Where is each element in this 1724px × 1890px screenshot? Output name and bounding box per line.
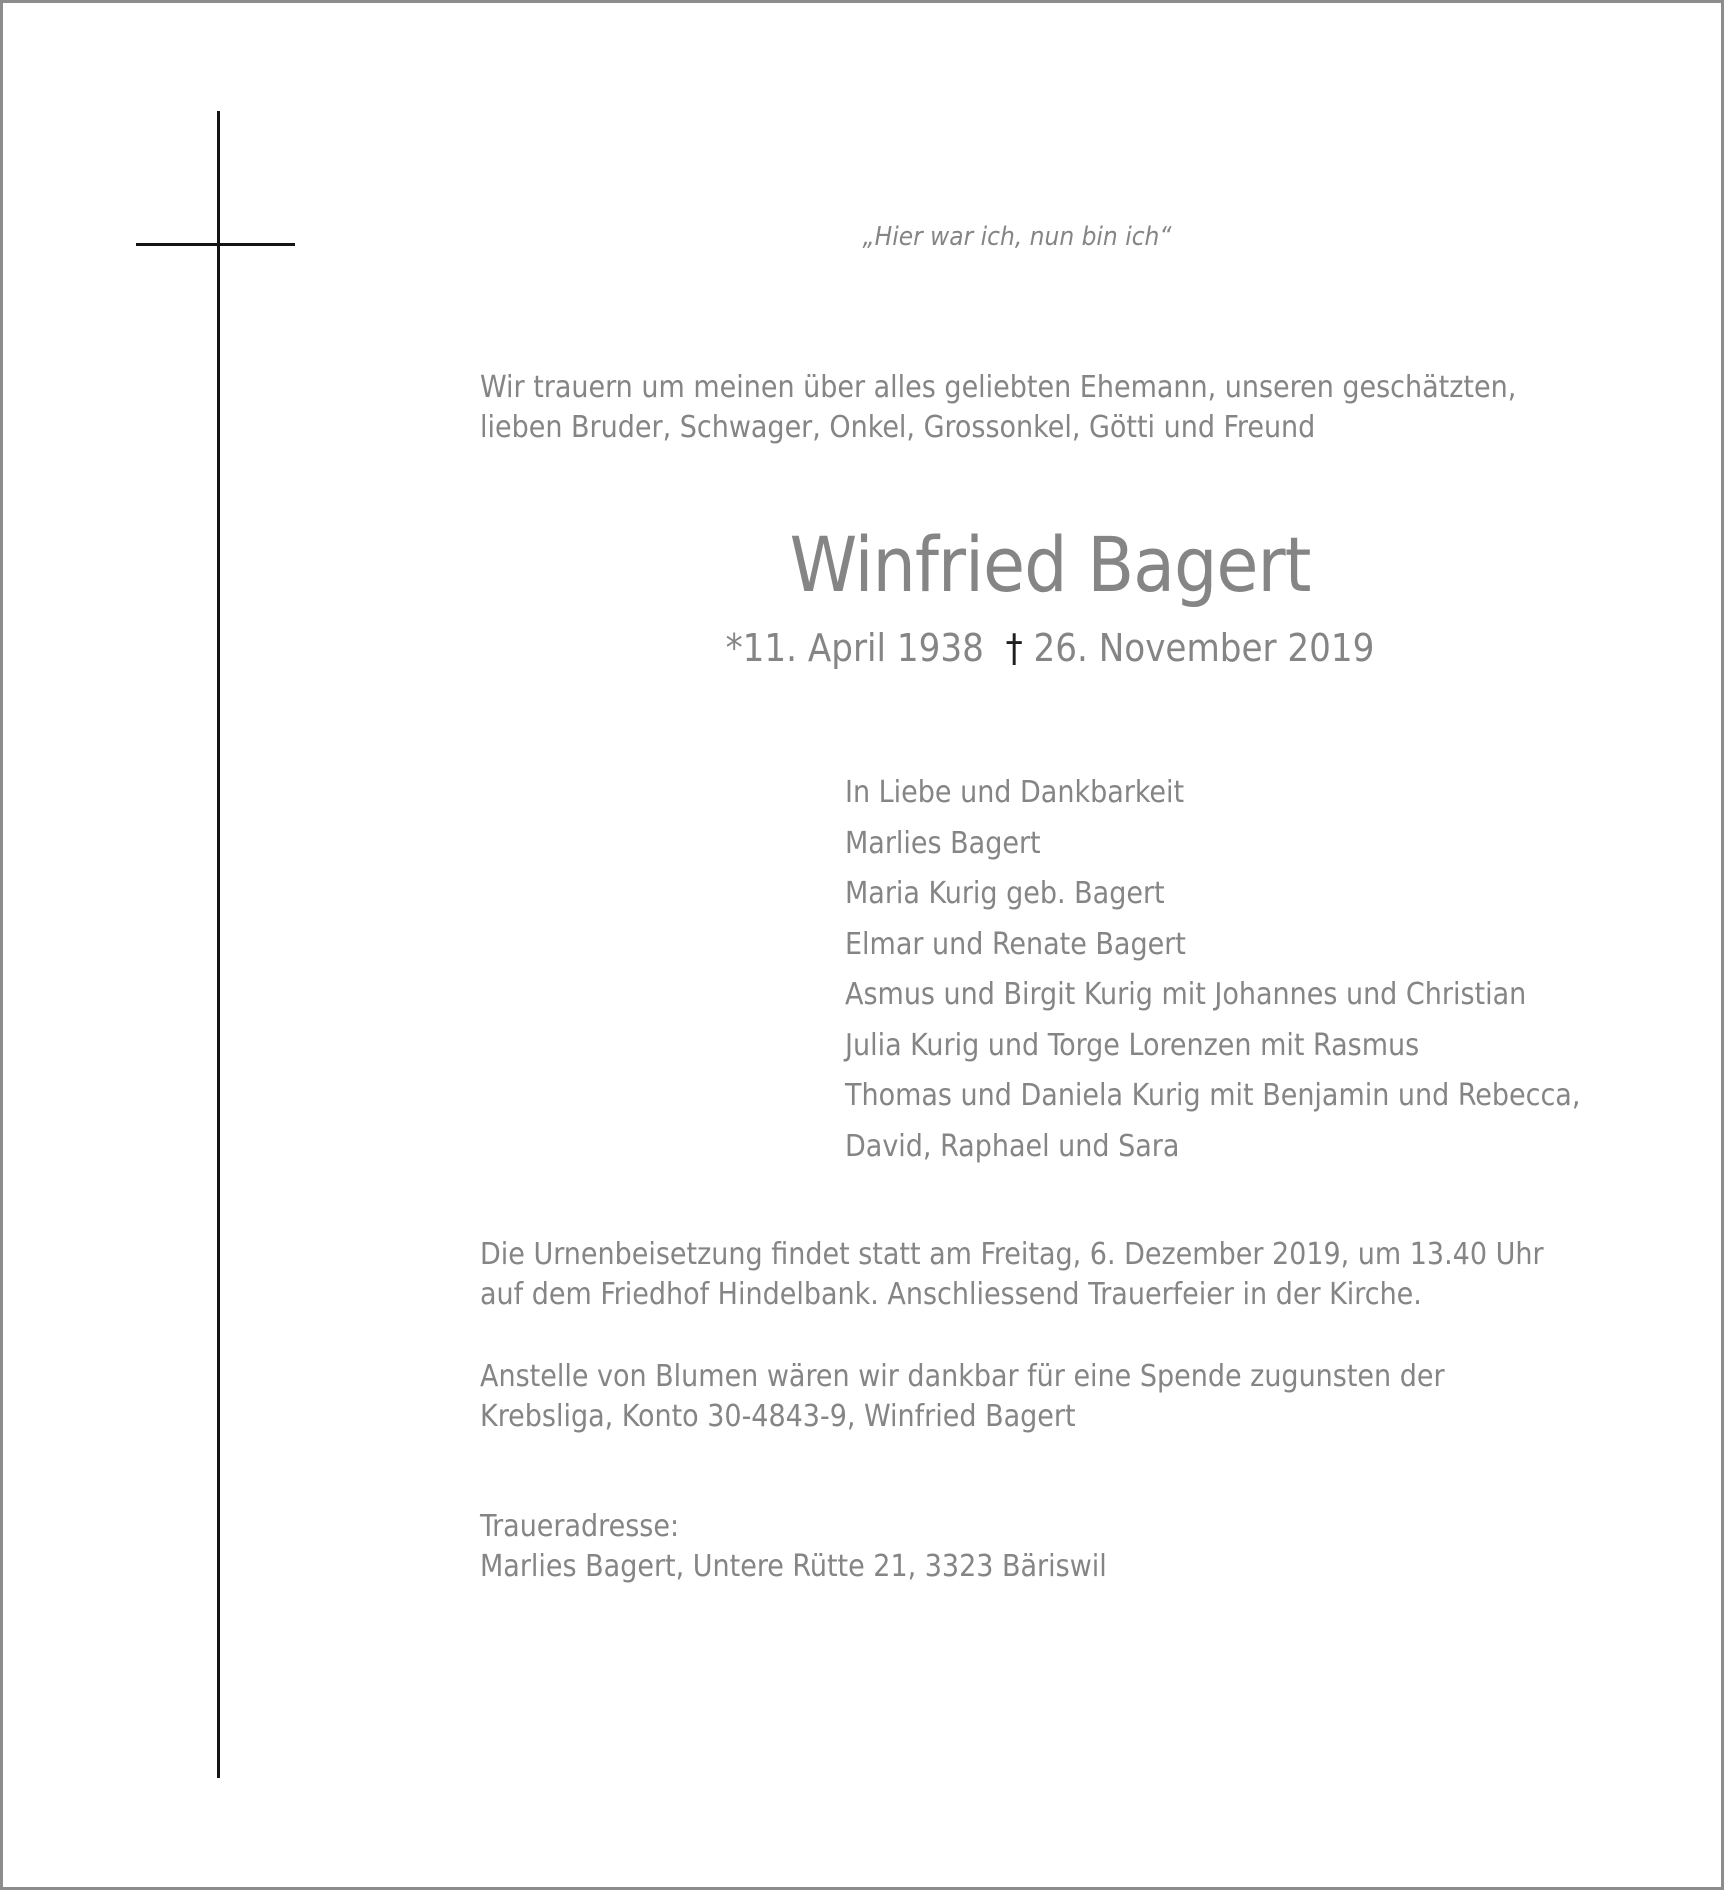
deceased-name: Winfried Bagert: [789, 520, 1311, 609]
family-line: Elmar und Renate Bagert: [845, 926, 1186, 962]
donation-paragraph: [480, 1357, 1445, 1437]
cross-icon-horizontal-bar: [136, 243, 295, 246]
burial-paragraph: [480, 1235, 1544, 1315]
burial-line: Die Urnenbeisetzung findet statt am Freitag, 6. Dezember 2019, um 13.40 Uhr: [480, 1237, 1544, 1272]
mourning-address: [480, 1507, 1107, 1587]
family-line: David, Raphael und Sara: [845, 1128, 1180, 1164]
intro-line: lieben Bruder, Schwager, Onkel, Grossonkel, Götti und Freund: [480, 410, 1316, 445]
family-line: Thomas und Daniela Kurig mit Benjamin und Rebecca,: [845, 1078, 1581, 1113]
donation-line: Krebsliga, Konto 30-4843-9, Winfried Bagert: [480, 1399, 1076, 1434]
address-line: Marlies Bagert, Untere Rütte 21, 3323 Bäriswil: [480, 1549, 1107, 1584]
burial-line: auf dem Friedhof Hindelbank. Anschliessend Trauerfeier in der Kirche.: [480, 1277, 1422, 1312]
donation-line: Anstelle von Blumen wären wir dankbar für eine Spende zugunsten der: [480, 1359, 1445, 1394]
address-label: Traueradresse:: [480, 1509, 680, 1544]
intro-line: Wir trauern um meinen über alles geliebten Ehemann, unseren geschätzten,: [480, 370, 1517, 405]
family-line: Marlies Bagert: [845, 825, 1041, 861]
family-line: In Liebe und Dankbarkeit: [845, 775, 1185, 810]
cross-icon-vertical-bar: [217, 111, 220, 1778]
family-line: Julia Kurig und Torge Lorenzen mit Rasmus: [845, 1027, 1420, 1063]
intro-paragraph: [480, 368, 1516, 448]
dagger-icon: †: [1005, 626, 1023, 670]
death-date: 26. November 2019: [1033, 626, 1375, 670]
life-dates: [600, 626, 1500, 670]
family-line: Asmus und Birgit Kurig mit Johannes und Christian: [845, 977, 1527, 1012]
family-line: Maria Kurig geb. Bagert: [845, 876, 1165, 911]
family-list: [845, 768, 1580, 1172]
birth-date: *11. April 1938: [725, 626, 984, 670]
quote: „Hier war ich, nun bin ich“: [862, 222, 1172, 252]
